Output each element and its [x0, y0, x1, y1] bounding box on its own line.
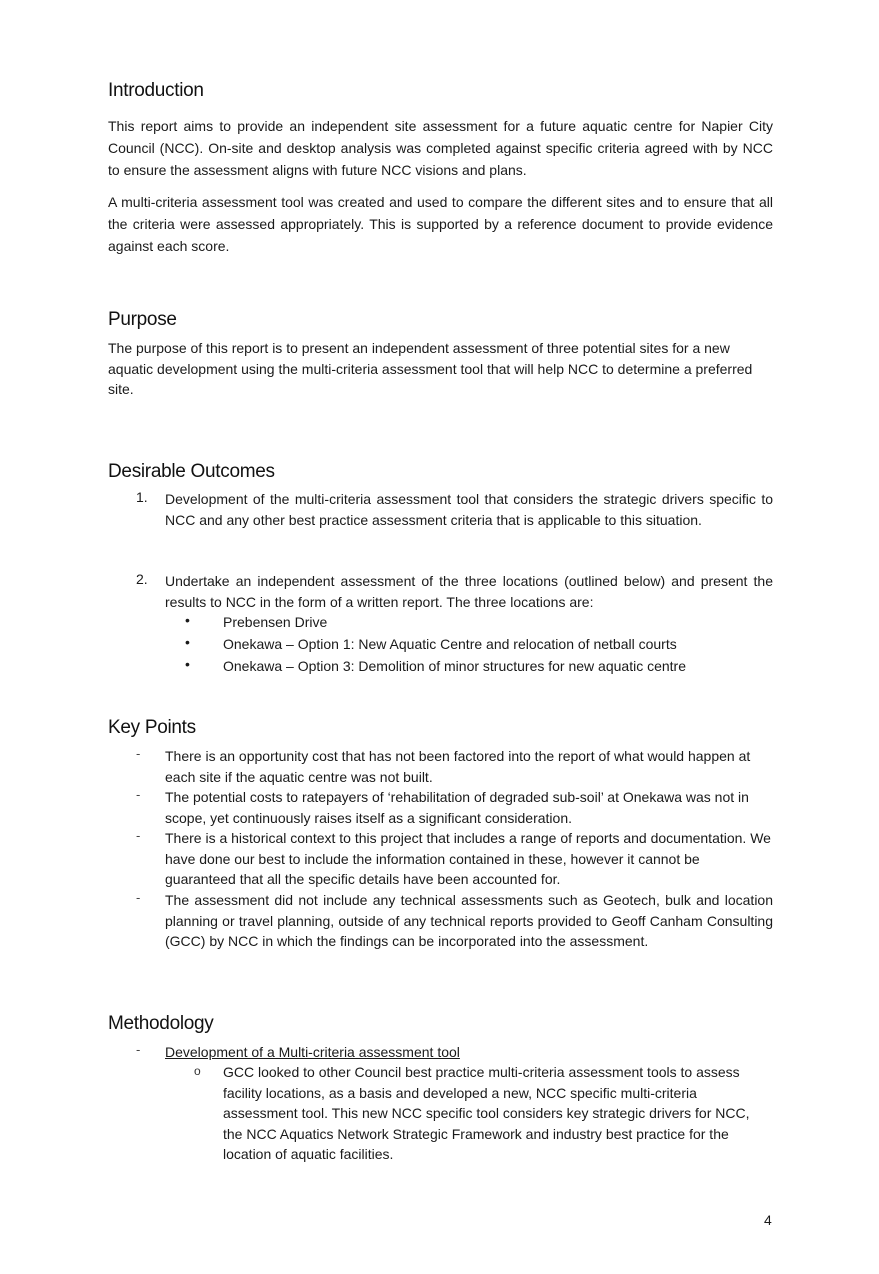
- key-points-heading: Key Points: [108, 717, 196, 738]
- dash-icon: -: [136, 787, 141, 802]
- bullet-icon: •: [185, 656, 190, 672]
- page-number: 4: [764, 1212, 772, 1228]
- methodology-subheading: Development of a Multi-criteria assessment tool: [165, 1044, 460, 1060]
- key-point-item: There is a historical context to this project that includes a range of reports and documentation. We have done our best to include the information contained in these, however it cannot be guaranteed that all the specific details have been accounted for.: [165, 830, 771, 887]
- location-item: Prebensen Drive: [223, 614, 328, 630]
- introduction-paragraph-1: This report aims to provide an independent site assessment for a future aquatic centre for Napier City Council (NCC). On-site and desktop analysis was completed against specific criteria agreed with by NCC to ensure the assessment aligns with future NCC visions and plans.: [108, 118, 773, 178]
- methodology-subtext: GCC looked to other Council best practice multi-criteria assessment tools to assess facility locations, as a basis and developed a new, NCC specific multi-criteria assessment tool. This new NCC specific tool considers key strategic drivers for NCC, the NCC Aquatics Network Strategic Framework and industry best practice for the location of aquatic facilities.: [223, 1064, 750, 1162]
- outcome-number-1: 1.: [136, 489, 148, 505]
- introduction-heading: Introduction: [108, 80, 204, 101]
- outcome-text-2: Undertake an independent assessment of the three locations (outlined below) and present the results to NCC in the form of a written report. The three locations are:: [165, 573, 773, 610]
- outcome-number-2: 2.: [136, 571, 148, 587]
- location-item: Onekawa – Option 3: Demolition of minor structures for new aquatic centre: [223, 658, 686, 674]
- location-item: Onekawa – Option 1: New Aquatic Centre and relocation of netball courts: [223, 636, 677, 652]
- dash-icon: -: [136, 890, 141, 905]
- purpose-paragraph: The purpose of this report is to present an independent assessment of three potential sites for a new aquatic development using the multi-criteria assessment tool that will help NCC to determine a preferred site.: [108, 340, 753, 397]
- purpose-heading: Purpose: [108, 309, 177, 330]
- outcome-text-1: Development of the multi-criteria assessment tool that considers the strategic drivers specific to NCC and any other best practice assessment criteria that is applicable to this situation.: [165, 491, 773, 528]
- circle-bullet-icon: o: [194, 1064, 201, 1078]
- dash-icon: -: [136, 1042, 141, 1057]
- dash-icon: -: [136, 746, 141, 761]
- key-point-item: The potential costs to ratepayers of ‘rehabilitation of degraded sub-soil’ at Onekawa was not in scope, yet continuously raises itself as a significant consideration.: [165, 789, 749, 826]
- bullet-icon: •: [185, 612, 190, 628]
- key-point-item: There is an opportunity cost that has not been factored into the report of what would happen at each site if the aquatic centre was not built.: [165, 748, 751, 785]
- bullet-icon: •: [185, 634, 190, 650]
- desirable-outcomes-heading: Desirable Outcomes: [108, 461, 275, 482]
- key-point-item: The assessment did not include any technical assessments such as Geotech, bulk and location planning or travel planning, outside of any technical reports provided to Geoff Canham Consulting (GCC) by NCC in which the findings can be incorporated into the assessment.: [165, 892, 773, 949]
- methodology-heading: Methodology: [108, 1013, 214, 1034]
- dash-icon: -: [136, 828, 141, 843]
- introduction-paragraph-2: A multi-criteria assessment tool was created and used to compare the different sites and to ensure that all the criteria were assessed appropriately. This is supported by a reference document to provide evidence against each score.: [108, 194, 773, 254]
